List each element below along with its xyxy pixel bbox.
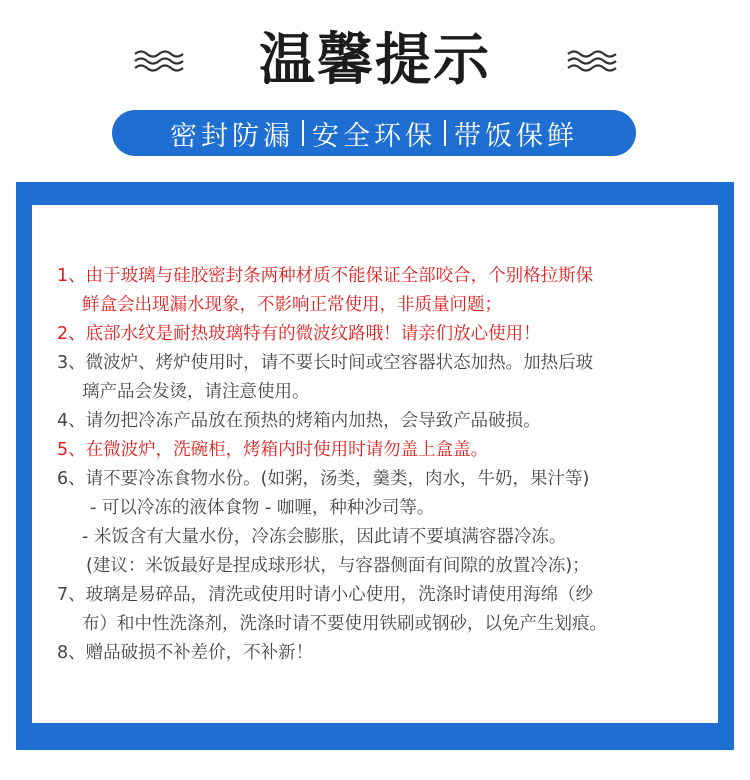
note-line: 5、在微波炉，洗碗柜，烤箱内时使用时请勿盖上盒盖。	[57, 440, 489, 460]
note-line: - 米饭含有大量水份，冷冻会膨胀，因此请不要填满容器冷冻。	[82, 527, 567, 547]
note-line: (建议：米饭最好是捏成球形状，与容器侧面有间隙的放置冷冻)；	[86, 556, 590, 576]
feature-leakproof: 密封防漏	[170, 120, 294, 152]
note-line: 1、由于玻璃与硅胶密封条两种材质不能保证全部咬合，个别格拉斯保	[57, 266, 594, 286]
note-line: 4、请勿把冷冻产品放在预热的烤箱内加热，会导致产品破损。	[57, 411, 541, 431]
wave-icon	[133, 48, 185, 74]
feature-banner	[112, 110, 636, 156]
separator	[302, 120, 304, 146]
note-line: 鲜盒会出现漏水现象，不影响正常使用，非质量问题；	[82, 295, 502, 315]
note-line: 7、玻璃是易碎品，清洗或使用时请小心使用，洗涤时请使用海绵（纱	[57, 585, 594, 605]
feature-safe: 安全环保	[312, 120, 436, 152]
note-line: 3、微波炉、烤炉使用时，请不要长时间或空容器状态加热。加热后玻	[57, 353, 594, 373]
separator	[444, 120, 446, 146]
feature-fresh: 带饭保鲜	[454, 120, 578, 152]
note-line: 6、请不要冷冻食物水份。(如粥，汤类，羹类，肉水，牛奶，果汁等)	[57, 469, 590, 489]
note-line: 布）和中性洗涤剂，洗涤时请不要使用铁刷或钢砂，以免产生划痕。	[82, 614, 607, 634]
wave-icon	[566, 48, 618, 74]
note-line: - 可以冷冻的液体食物 - 咖喱，种种沙司等。	[90, 498, 435, 518]
note-line: 璃产品会发烫，请注意使用。	[82, 382, 310, 402]
page-title: 温馨提示	[259, 28, 491, 93]
note-line: 8、赠品破损不补差价，不补新！	[57, 643, 314, 663]
note-line: 2、底部水纹是耐热玻璃特有的微波纹路哦！请亲们放心使用！	[57, 324, 541, 344]
notice-list	[57, 262, 697, 668]
